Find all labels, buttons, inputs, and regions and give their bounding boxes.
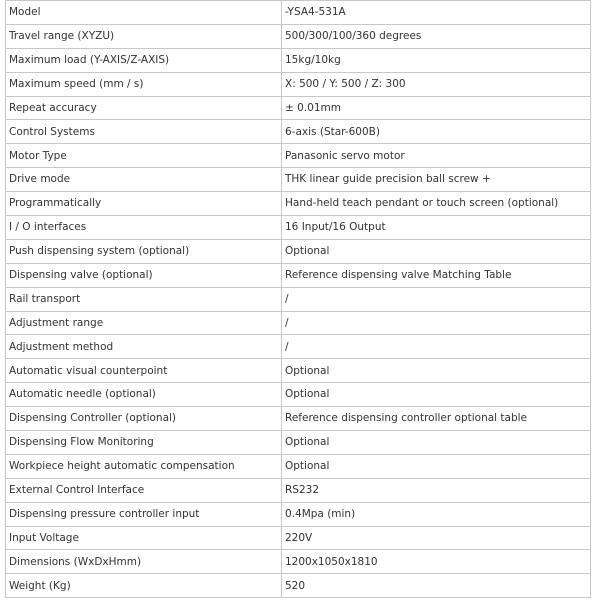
spec-row bbox=[6, 72, 591, 96]
spec-value: Optional bbox=[282, 383, 591, 407]
spec-value: RS232 bbox=[282, 478, 591, 502]
spec-label: Dispensing pressure controller input bbox=[6, 502, 282, 526]
spec-value: Optional bbox=[282, 239, 591, 263]
spec-label: Dispensing Controller (optional) bbox=[6, 407, 282, 431]
spec-label: Maximum load (Y-AXIS/Z-AXIS) bbox=[6, 48, 282, 72]
spec-value: 500/300/100/360 degrees bbox=[282, 24, 591, 48]
spec-row bbox=[6, 335, 591, 359]
spec-row bbox=[6, 120, 591, 144]
spec-value: Hand-held teach pendant or touch screen (optional) bbox=[282, 192, 591, 216]
spec-row bbox=[6, 168, 591, 192]
spec-label: Automatic visual counterpoint bbox=[6, 359, 282, 383]
spec-row bbox=[6, 359, 591, 383]
spec-value: / bbox=[282, 287, 591, 311]
spec-row bbox=[6, 96, 591, 120]
spec-value: Reference dispensing valve Matching Table bbox=[282, 263, 591, 287]
spec-row bbox=[6, 478, 591, 502]
spec-label: Dispensing Flow Monitoring bbox=[6, 431, 282, 455]
spec-label: Adjustment method bbox=[6, 335, 282, 359]
spec-row bbox=[6, 192, 591, 216]
spec-label: Adjustment range bbox=[6, 311, 282, 335]
spec-value: Reference dispensing controller optional table bbox=[282, 407, 591, 431]
spec-value: 520 bbox=[282, 574, 591, 598]
spec-row bbox=[6, 311, 591, 335]
spec-label: Push dispensing system (optional) bbox=[6, 239, 282, 263]
spec-label: Workpiece height automatic compensation bbox=[6, 454, 282, 478]
spec-label: Automatic needle (optional) bbox=[6, 383, 282, 407]
spec-value: 220V bbox=[282, 526, 591, 550]
spec-label: Control Systems bbox=[6, 120, 282, 144]
spec-value: Optional bbox=[282, 431, 591, 455]
spec-row bbox=[6, 550, 591, 574]
spec-label: Repeat accuracy bbox=[6, 96, 282, 120]
specification-table bbox=[5, 0, 591, 598]
spec-value: Optional bbox=[282, 454, 591, 478]
spec-label: Travel range (XYZU) bbox=[6, 24, 282, 48]
spec-row bbox=[6, 263, 591, 287]
spec-value: 16 Input/16 Output bbox=[282, 216, 591, 240]
spec-value: Panasonic servo motor bbox=[282, 144, 591, 168]
spec-label: Dimensions (WxDxHmm) bbox=[6, 550, 282, 574]
spec-row bbox=[6, 1, 591, 25]
spec-value: X: 500 / Y: 500 / Z: 300 bbox=[282, 72, 591, 96]
spec-value: ± 0.01mm bbox=[282, 96, 591, 120]
spec-label: Input Voltage bbox=[6, 526, 282, 550]
spec-row bbox=[6, 24, 591, 48]
spec-row bbox=[6, 383, 591, 407]
spec-label: External Control Interface bbox=[6, 478, 282, 502]
spec-value: / bbox=[282, 311, 591, 335]
spec-value: 6-axis (Star-600B) bbox=[282, 120, 591, 144]
spec-value: / bbox=[282, 335, 591, 359]
spec-label: I / O interfaces bbox=[6, 216, 282, 240]
spec-label: Model bbox=[6, 1, 282, 25]
spec-row bbox=[6, 48, 591, 72]
spec-label: Dispensing valve (optional) bbox=[6, 263, 282, 287]
spec-label: Drive mode bbox=[6, 168, 282, 192]
spec-row bbox=[6, 431, 591, 455]
spec-row bbox=[6, 502, 591, 526]
spec-row bbox=[6, 287, 591, 311]
spec-value: Optional bbox=[282, 359, 591, 383]
spec-label: Motor Type bbox=[6, 144, 282, 168]
spec-value: 15kg/10kg bbox=[282, 48, 591, 72]
spec-value: THK linear guide precision ball screw + bbox=[282, 168, 591, 192]
spec-row bbox=[6, 216, 591, 240]
spec-value: 0.4Mpa (min) bbox=[282, 502, 591, 526]
spec-label: Maximum speed (mm / s) bbox=[6, 72, 282, 96]
specification-table-body bbox=[6, 1, 591, 598]
spec-label: Rail transport bbox=[6, 287, 282, 311]
spec-row bbox=[6, 454, 591, 478]
spec-row bbox=[6, 239, 591, 263]
spec-label: Weight (Kg) bbox=[6, 574, 282, 598]
spec-label: Programmatically bbox=[6, 192, 282, 216]
spec-value: 1200x1050x1810 bbox=[282, 550, 591, 574]
spec-row bbox=[6, 144, 591, 168]
spec-row bbox=[6, 407, 591, 431]
spec-value: -YSA4-531A bbox=[282, 1, 591, 25]
spec-row bbox=[6, 526, 591, 550]
spec-row bbox=[6, 574, 591, 598]
